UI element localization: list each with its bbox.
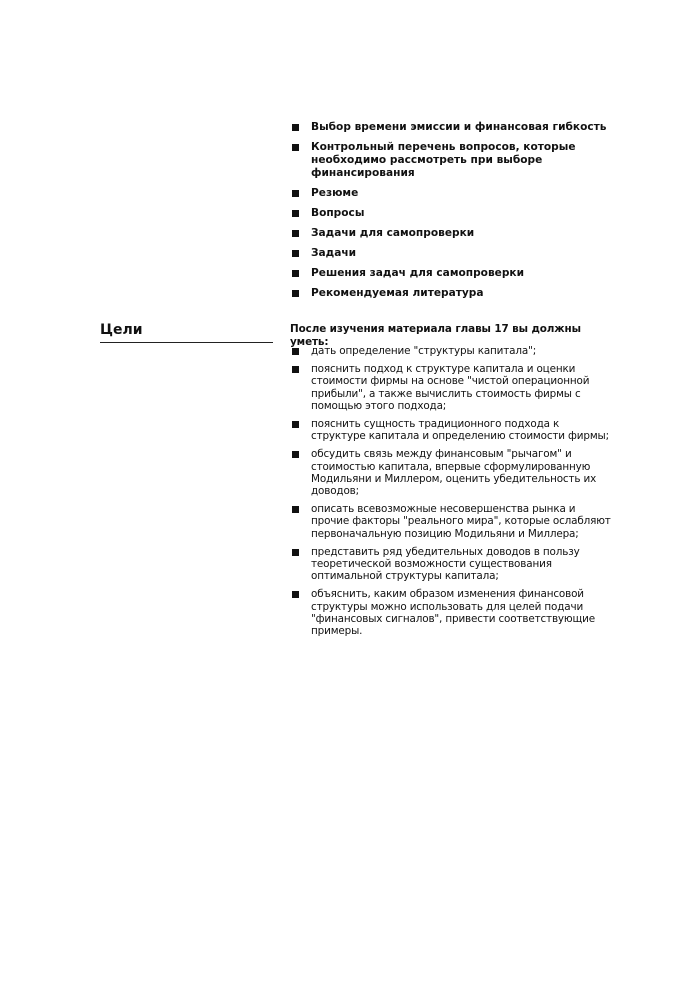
list-item-text: Вопросы bbox=[311, 207, 365, 219]
list-item-text: Рекомендуемая литература bbox=[311, 287, 484, 299]
square-bullet-icon bbox=[292, 549, 299, 556]
square-bullet-icon bbox=[292, 366, 299, 373]
chapter-contents-list bbox=[290, 121, 620, 307]
list-item bbox=[290, 267, 620, 280]
list-item-text: пояснить сущность традиционного подхода к структуре капитала и определению стоимости фирмы; bbox=[311, 418, 609, 443]
list-item bbox=[290, 418, 612, 442]
list-item-text: Задачи для самопроверки bbox=[311, 227, 475, 239]
square-bullet-icon bbox=[292, 250, 299, 257]
list-item bbox=[290, 227, 620, 240]
list-item bbox=[290, 247, 620, 260]
list-item-text: обсудить связь между финансовым "рычагом" и стоимостью капитала, впервые сформулированную Модильяни и Миллером, оценить убедительность их доводов; bbox=[311, 448, 597, 498]
list-item-text: Задачи bbox=[311, 247, 357, 259]
list-item-text: Выбор времени эмиссии и финансовая гибкость bbox=[311, 121, 607, 133]
list-item bbox=[290, 207, 620, 220]
list-item bbox=[290, 448, 612, 497]
list-item bbox=[290, 187, 620, 200]
list-item bbox=[290, 121, 620, 134]
goals-list bbox=[290, 345, 612, 643]
list-item-text: Резюме bbox=[311, 187, 359, 199]
square-bullet-icon bbox=[292, 270, 299, 277]
square-bullet-icon bbox=[292, 451, 299, 458]
list-item-text: дать определение "структуры капитала"; bbox=[311, 345, 537, 357]
list-item-text: Решения задач для самопроверки bbox=[311, 267, 525, 279]
list-item-text: описать всевозможные несовершенства рынка и прочие факторы "реального мира", которые ослабляют первоначальную позицию Модильяни и Миллера; bbox=[311, 503, 611, 540]
square-bullet-icon bbox=[292, 124, 299, 131]
list-item bbox=[290, 141, 620, 180]
square-bullet-icon bbox=[292, 210, 299, 217]
square-bullet-icon bbox=[292, 190, 299, 197]
list-item bbox=[290, 503, 612, 540]
square-bullet-icon bbox=[292, 144, 299, 151]
list-item-text: Контрольный перечень вопросов, которые необходимо рассмотреть при выборе финансирования bbox=[311, 141, 576, 179]
list-item bbox=[290, 345, 612, 357]
list-item-text: объяснить, каким образом изменения финансовой структуры можно использовать для целей подачи "финансовых сигналов", привести соответствующие примеры. bbox=[311, 588, 596, 638]
goals-intro: После изучения материала главы 17 вы должны уметь: bbox=[290, 323, 581, 348]
square-bullet-icon bbox=[292, 421, 299, 428]
square-bullet-icon bbox=[292, 591, 299, 598]
section-heading: Цели bbox=[100, 322, 273, 343]
list-item bbox=[290, 588, 612, 637]
list-item-text: представить ряд убедительных доводов в пользу теоретической возможности существования оптимальной структуры капитала; bbox=[311, 545, 580, 583]
square-bullet-icon bbox=[292, 230, 299, 237]
square-bullet-icon bbox=[292, 290, 299, 297]
list-item bbox=[290, 546, 612, 583]
square-bullet-icon bbox=[292, 506, 299, 513]
list-item bbox=[290, 287, 620, 300]
list-item bbox=[290, 363, 612, 412]
square-bullet-icon bbox=[292, 348, 299, 355]
list-item-text: пояснить подход к структуре капитала и оценки стоимости фирмы на основе "чистой операционной прибыли", а также вычислить стоимость фирмы с помощью этого подхода; bbox=[311, 363, 590, 412]
